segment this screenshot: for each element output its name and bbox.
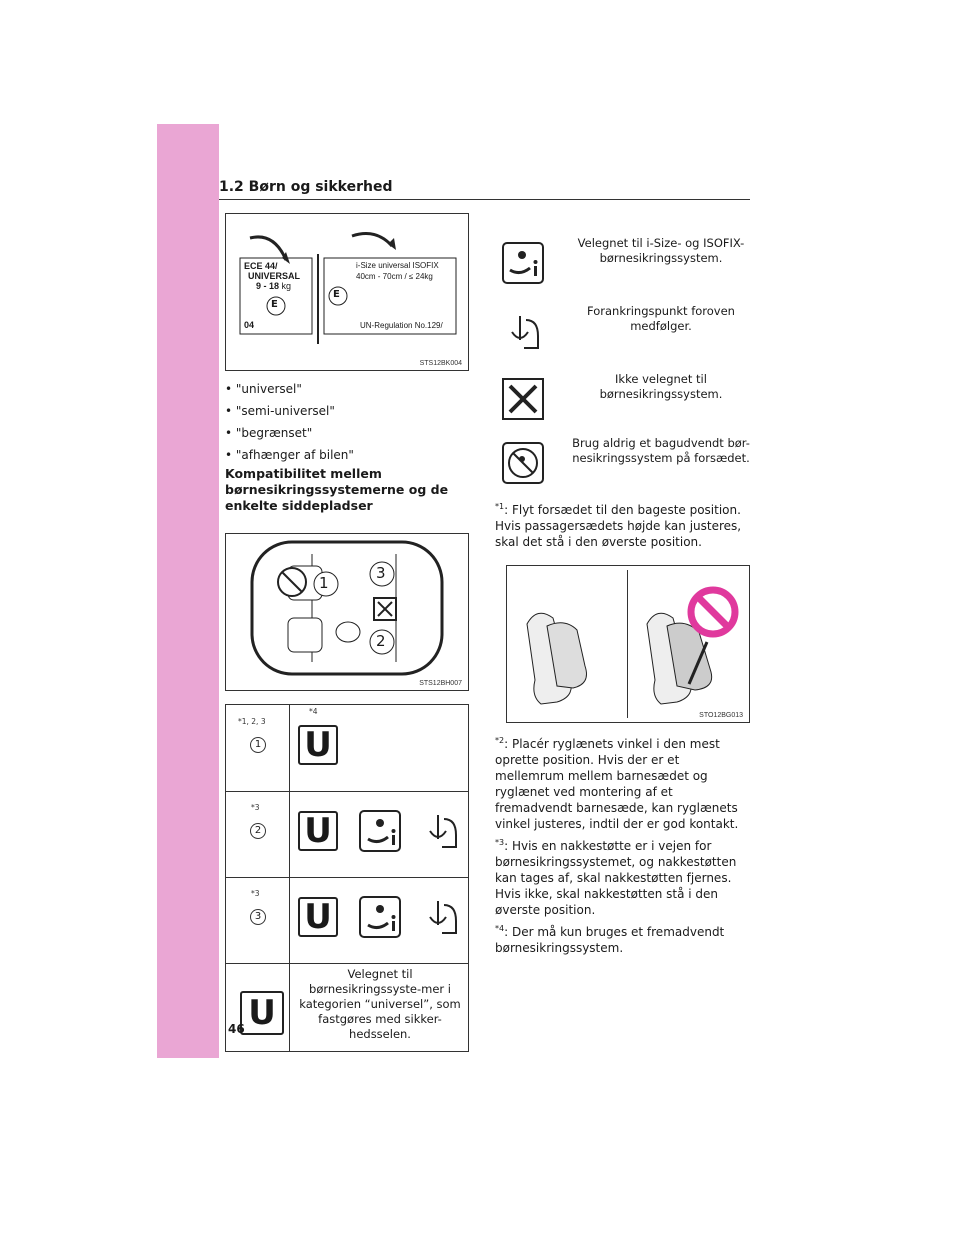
legend-text: Brug aldrig et bagudvendt bør-nesikringssystem på forsædet. [572, 436, 750, 465]
list-item: • "afhænger af bilen" [225, 444, 485, 466]
seat-number-1: 1 [319, 574, 329, 592]
row2-number: 2 [250, 823, 266, 839]
note-1 [495, 499, 751, 550]
row2-note: *3 [251, 803, 260, 812]
grid-divider [289, 705, 290, 1051]
row3-number: 3 [250, 909, 266, 925]
isofix-seat-icon [358, 895, 402, 939]
legend-text: Velegnet til i-Size- og ISOFIX-børnesikringssystem. [577, 236, 745, 265]
compat-heading: Kompatibilitet mellem børnesikringssystemerne og de enkelte siddepladser [225, 466, 449, 513]
note-4 [495, 921, 751, 956]
u-legend-text: Velegnet til børnesikringssyste-mer i kategorien “universel”, som fastgøres med sikker-hedsselen. [299, 967, 461, 1041]
note-text: : Placér ryglænets vinkel i den mest oprette position. Hvis der er et mellemrum mellem barnesædet og ryglænet ved montering af et fremadvendt barnesæde, kan ryglænets vinkel justeres, indtil der er god kontakt. [495, 737, 739, 831]
u-icon: U [298, 897, 338, 937]
anchor-seat-icon [418, 895, 462, 939]
note-mark: *2 [495, 736, 505, 745]
label-figure [225, 213, 469, 371]
isize-title: i-Size universal ISOFIX [356, 261, 439, 270]
isofix-seat-icon [358, 809, 402, 853]
legend-not-suitable [494, 372, 764, 432]
grid-divider [226, 877, 468, 878]
grid-divider [226, 791, 468, 792]
note-2 [495, 733, 751, 832]
weight-unit: kg [281, 281, 292, 291]
u-legend-icon: U [240, 991, 284, 1035]
seat-number-3: 3 [376, 564, 386, 582]
figure-code: STS12BH007 [419, 680, 462, 687]
page-number: 46 [228, 1022, 245, 1036]
figure-code: STO12BG013 [699, 712, 743, 719]
note-mark: *1 [495, 502, 505, 511]
row3-note: *3 [251, 889, 260, 898]
pink-margin-bar [157, 124, 219, 1058]
cross-box-icon [502, 378, 544, 420]
seat-angle-figure [506, 565, 750, 723]
grid-divider [226, 963, 468, 964]
anchor-seat-icon [502, 310, 544, 352]
e-mark-left: E [271, 299, 278, 310]
category-list [225, 378, 485, 466]
compatibility-grid [225, 704, 469, 1052]
regulation-text: UN-Regulation No.129/ [360, 321, 443, 330]
section-header: 1.2 Børn og sikkerhed [219, 179, 750, 200]
legend-no-rear-facing [494, 436, 764, 496]
legend-text: Ikke velegnet til børnesikringssystem. [599, 372, 723, 401]
anchor-seat-icon [418, 809, 462, 853]
car-seating-figure [225, 533, 469, 691]
legend-text: Forankringspunkt foroven medfølger. [587, 304, 735, 333]
no-rear-facing-icon [502, 442, 544, 484]
isofix-seat-icon [502, 242, 544, 284]
weight-range: 9 - 18 [256, 281, 280, 291]
note-mark: *3 [495, 838, 505, 847]
list-item: • "universel" [225, 378, 485, 400]
car-top-view-illustration [226, 534, 468, 690]
note-text: : Hvis en nakkestøtte er i vejen for børnesikringssystemet, og nakkestøtten kan tages af, skal nakkestøtten fjernes. Hvis ikke, skal nakkestøtten stå i den øverste position. [495, 839, 737, 917]
isize-range: 40cm - 70cm / ≤ 24kg [356, 272, 433, 281]
note-text: : Der må kun bruges et fremadvendt børnesikringssystem. [495, 925, 725, 955]
figure-divider [627, 570, 628, 718]
list-item: • "semi-universel" [225, 400, 485, 422]
row1-number: 1 [250, 737, 266, 753]
note-3 [495, 835, 751, 918]
e-mark-right: E [333, 289, 340, 300]
note-text: : Flyt forsædet til den bageste position. Hvis passagersædets højde kan justeres, skal det stå i den øverste position. [495, 503, 742, 549]
seat-number-2: 2 [376, 632, 386, 650]
row1-note: *1, 2, 3 [238, 717, 266, 726]
legend-isize [494, 236, 764, 296]
u-icon: U [298, 725, 338, 765]
ece-text: ECE 44/ [244, 261, 278, 271]
weight-row [256, 281, 291, 291]
list-item: • "begrænset" [225, 422, 485, 444]
legend-anchor [494, 304, 764, 364]
universal-text: UNIVERSAL [248, 271, 301, 281]
seat-illustration [507, 566, 749, 722]
row1-u-note: *4 [309, 707, 318, 716]
serial-text: 04 [244, 320, 255, 330]
u-icon: U [298, 811, 338, 851]
figure-code: STS12BK004 [419, 360, 462, 367]
note-mark: *4 [495, 924, 505, 933]
approval-label-illustration [226, 214, 468, 370]
